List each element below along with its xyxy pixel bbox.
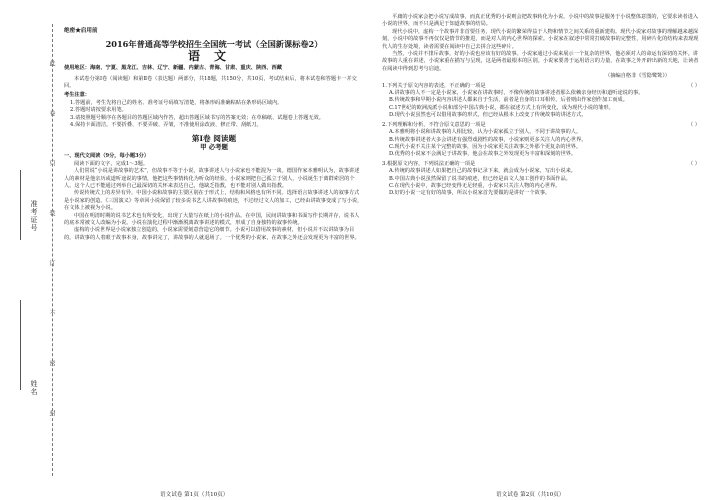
gutter-char: 密 — [48, 360, 55, 366]
option-item: A.传统的故事讲述人如果把自己的故事记录下来，就会成为小说家，写出小说来。 — [389, 168, 576, 175]
passage-source: （摘编自格非《雪隐鹭鸶》） — [605, 73, 670, 80]
gutter-char: 此 — [48, 60, 55, 66]
part1-heading: 一、现代文阅读（9分，每小题3分） — [64, 153, 150, 160]
passage-paragraph: 传说传统式上的差异有异，中国小说和故事的主要区别在于形式上，结构和风格也有所不同。选择语言故事讲述人的叙事方式是小说家的创造。《三国演义》等章回小说保留了较多说书艺人讲故事的痕迹，不过经过文人的加工，已经由讲故事变成了写小说，在文体上被视为小说。 — [64, 190, 363, 212]
option-item: B.中国古典小说虽然保留了说书的痕迹，但已经是由文人加工创作的书面作品。 — [389, 175, 571, 182]
option-item: A.本雅明将小说和讲故事的人相比较，认为小说家孤立于别人，不同于讲故事的人。 — [389, 129, 582, 136]
question-stem: 3.根据原文内容，下列说法正确的一项是 — [382, 160, 476, 167]
gutter-char: 封 — [48, 410, 55, 416]
note-item: 4.保持卡面清洁，不要折叠、不要弄破、弄皱，不准使用涂改液、修正带、刮纸刀。 — [70, 122, 262, 129]
answer-paren: （ ） — [687, 160, 700, 167]
note-item: 3.请按照题号顺序在各题目的答题区域内作答，超出答题区域书写的答案无效；在草稿纸、试题卷上答题无效。 — [70, 114, 324, 121]
option-item: C.17世纪的欧洲流派小说和部分中国古典小说，都在叙述方式上有所变化，成为现代小说的雏形。 — [389, 104, 614, 111]
question-2 — [382, 122, 700, 129]
part1-instruction: 阅读下面的文字，完成1～3题。 — [74, 160, 149, 167]
option-item: B.传统故事和早期小说内容讲述人都来自于生活，前者是自身的口耳相传，后者则由作家创作加工而成。 — [389, 97, 628, 104]
regions-line: 使用地区：海南、宁夏、黑龙江、吉林、辽宁、新疆、内蒙古、青海、甘肃、重庆、陕西、西藏 — [64, 65, 282, 72]
passage-paragraph: 人们常说“小说是讲故事的艺术”，但故事不等于小说，故事讲述人与小说家也不能混为一谈。德国作家本雅明认为，故事讲述人的素材是他亲历或道听途说的事情，他把这些事情转化为听众的经验。小说家则把自己孤立于别人，小说诞生于离群索居的个人。这个人已不能通过列举自己最深切的关怀来表达自己，他缺乏指教，也不能对别人做出指教。 — [64, 168, 360, 189]
question-stem: 1.下列关于原文内容的表述，不正确的一项是 — [382, 82, 486, 89]
question-3 — [382, 161, 700, 168]
note-item: 1.答题前，考生先将自己的姓名、准考证号码填写清楚，将条形码准确粘贴在条形码区域内。 — [70, 99, 283, 106]
subject-title: 语文 — [187, 48, 240, 63]
name-line — [20, 300, 21, 390]
option-item: D.优秀的小说家不会满足于讲故事，他会在故事之外发现更为丰富和深刻的世界。 — [389, 151, 577, 158]
section-a-title: 甲 必考题 — [200, 142, 228, 151]
option-item: C.现代小说不关注某个完整的故事，因为小说家更关注故事之外那个更复杂的世界。 — [389, 143, 582, 150]
exam-id-label: 准考证号 — [30, 200, 38, 232]
option-item: D.现代小说虽然也可以借用故事的形式，但已经从根本上改变了传统故事的讲述方式。 — [389, 112, 587, 119]
secret-mark: 绝密★启用前 — [64, 28, 98, 34]
footer-right: 语文试卷 第2页（共10页） — [496, 492, 565, 498]
page-left — [64, 10, 364, 490]
passage-paragraph: 虚构的小说世界是小说家独立创造的，小说家需要刻意营造它的细节。小说可以借用故事的素材，但小说并不以讲故事为目的。讲故事的人着眼于故事本身，故事讲完了，讲故事的人就退场了。一个优秀的小说家，在故事之外还会发现更为丰富的世界。 — [64, 227, 360, 241]
intro-paragraph: 本试卷分第Ⅰ卷（阅读题）和第Ⅱ卷（表达题）两部分，共18题，共150分，共10页，考试结束后，将本试卷和答题卡一并交回。 — [64, 75, 357, 90]
question-1 — [382, 83, 700, 90]
passage-paragraph: 当然，小说并不排斥故事，好的小说也应该有好的故事。小说家通过小说来展示一个复杂的世界，他必须对人的命运有深切的关怀。讲故事的人重在讲述，小说家重在描写与呈现，这是两者最根本的区别。小说家要善于运用语言的力量，在故事之外开辟出新的天地，让读者在阅读中得到思考与启迪。 — [382, 51, 699, 72]
gutter-char: 订 — [48, 260, 55, 266]
volume-title: 第Ⅰ卷 阅读题 — [191, 134, 237, 144]
answer-paren: （ ） — [687, 82, 700, 89]
cut-line — [52, 24, 53, 476]
footer-left: 语文试卷 第1页（共10页） — [160, 492, 229, 498]
gutter-char: 装 — [48, 210, 55, 216]
passage-paragraph: 中国在明清时期的说书艺术也有所变化，出现了大量写在纸上的小说作品。在中国，民间讲故事和书面写作长期并存，说书人的底本常被文人改编为小说。小说在演化过程中渐渐脱离故事讲述的模式，形成了自身独特的叙事传统。 — [64, 212, 360, 226]
answer-paren: （ ） — [687, 121, 700, 128]
exam-id-line — [20, 170, 21, 240]
option-item: D.好的小说一定有好的故事，所以小说家首先要做的是讲好一个故事。 — [389, 190, 551, 197]
name-label: 姓名 — [30, 380, 38, 396]
exam-title: 2016年普通高等学校招生全国统一考试（全国新课标卷2） — [105, 39, 323, 50]
gutter-char: 卷 — [48, 110, 55, 116]
gutter-char: 只 — [48, 160, 55, 166]
page-right — [382, 10, 700, 490]
passage-paragraph: 平庸的小说家会把小说写成故事，而真正优秀的小说则会把故事转化为小说。小说中的故事是服务于小说整体意图的，它要求读者进入小说的世界，而不只是满足于知道故事的结局。 — [382, 14, 699, 28]
question-stem: 2.下列理解和分析，不符合原文意思的一项是 — [382, 121, 486, 128]
notes-title: 考生注意： — [64, 92, 90, 99]
option-item: C.在现代小说中，故事已经变得无足轻重，小说家只关注人物的内心世界。 — [389, 182, 561, 189]
option-item: B.传统故事讲述者大多会讲述有强烈戏剧性的故事，小说家则更多关注人的内心世界。 — [389, 136, 587, 143]
option-item: A.讲故事的人不一定是小说家，小说家在讲故事时，不像传统的故事讲述者那么依赖亲身经历和道听途说的事。 — [389, 90, 644, 97]
gutter-char: 不 — [48, 310, 55, 316]
passage-paragraph: 现代小说中，虚构一个故事并非首要任务，现代小说的繁荣得益于人物和情节之间关系的重新建构。现代小说家对故事的理解越来越深刻，小说中的故事不再仅仅是情节的推进，而是对人的内心世界的探索。小说家在叙述中常常打破故事的完整性，用碎片化的结构来表现现代人的生存处境，读者需要在阅读中自己去拼合这些碎片。 — [382, 28, 699, 50]
note-item: 2.答题时请按要求用笔。 — [70, 107, 127, 114]
